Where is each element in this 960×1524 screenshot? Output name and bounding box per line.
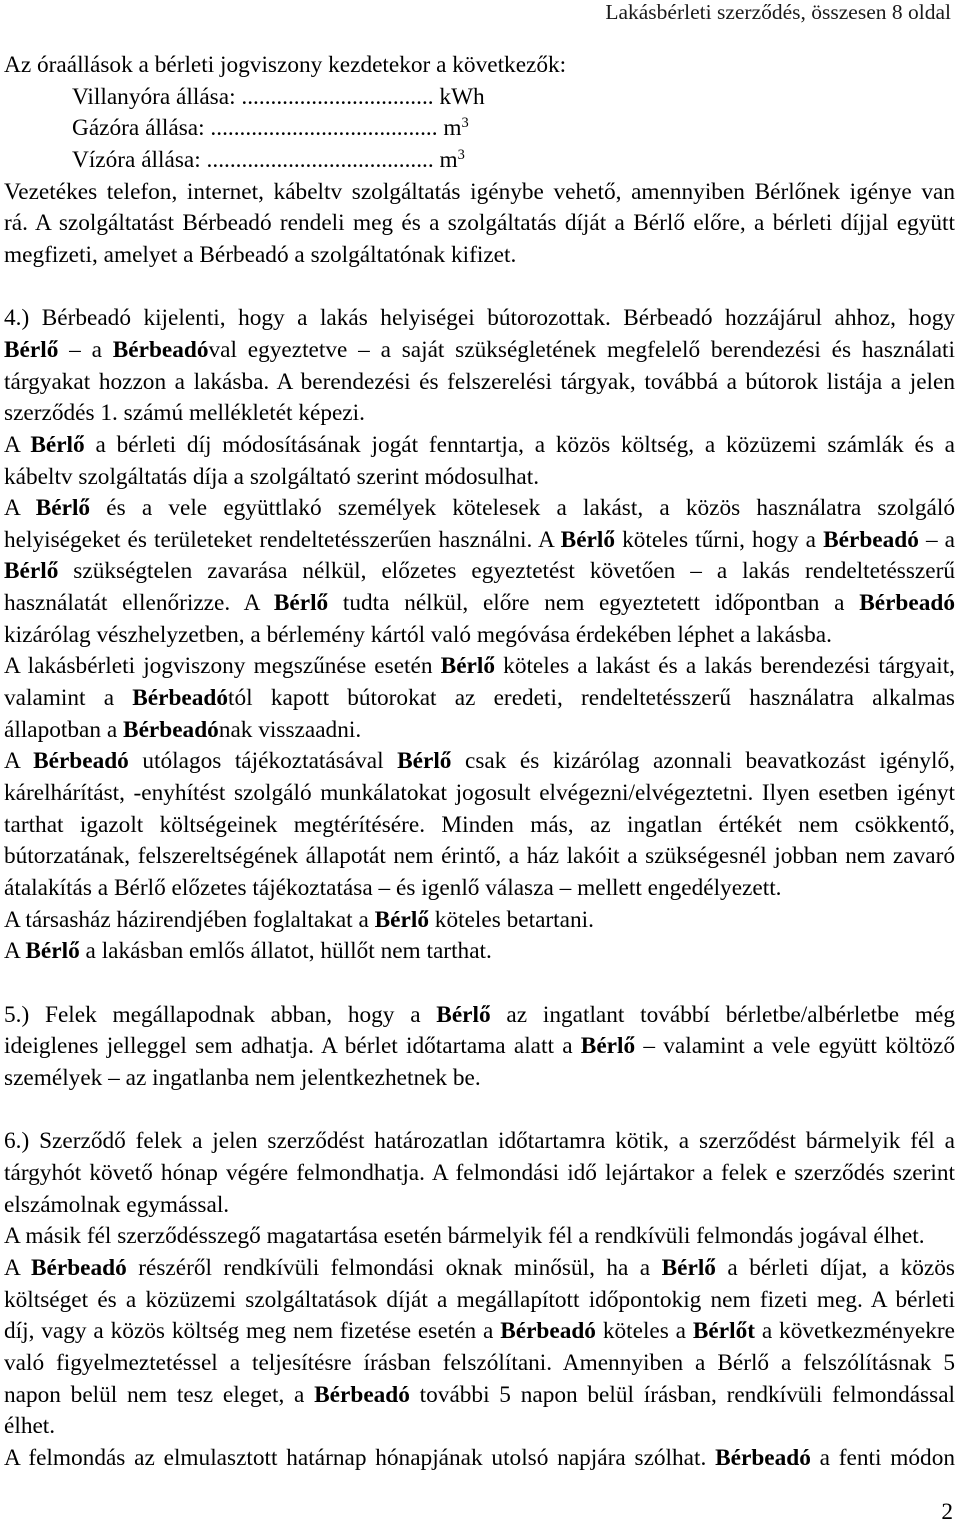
text-run: költséget és a közüzemi szolgáltatások díját a megállapított időpontokig nem fizeti meg. A bérleti: [4, 1286, 955, 1313]
text-line: [4, 1158, 955, 1190]
text-run: a lakásban emlős állatot, hüllőt nem tarthat.: [79, 938, 492, 965]
text-run: csak és kizárólag azonnali beavatkozást igénylő,: [451, 748, 955, 775]
text-run: élhet.: [4, 1413, 56, 1440]
text-run: köteles a: [595, 1318, 693, 1345]
text-line: [4, 493, 955, 525]
running-header: Lakásbérleti szerződés, összesen 8 oldal: [605, 0, 951, 24]
text-run: a következményekre: [755, 1318, 955, 1345]
bold-term: Bérbeadó: [823, 526, 919, 553]
bold-term: Bérbeadó: [859, 590, 955, 617]
paragraph: [4, 746, 955, 904]
text-line: [4, 1285, 955, 1317]
text-run: – valamint a vele együtt költöző: [635, 1033, 955, 1060]
bold-term: Bérlő: [560, 526, 615, 553]
meter-blank: .......................................: [206, 146, 434, 173]
bold-term: Bérlő: [30, 431, 85, 458]
text-line: [4, 398, 955, 430]
paragraph: [4, 651, 955, 746]
clause-section: [4, 303, 955, 968]
text-run: nak visszaadni.: [218, 716, 362, 743]
bold-term: Bérbeadó: [500, 1318, 596, 1345]
paragraph: [4, 1443, 955, 1475]
text-line: [4, 588, 955, 620]
bold-term: Bérbeadó: [112, 336, 209, 363]
text-run: köteles betartani.: [428, 906, 594, 933]
bold-term: Bérbeadó: [132, 685, 229, 712]
text-line: [4, 303, 955, 335]
meter-blank: .................................: [241, 83, 434, 110]
text-run: A: [4, 748, 34, 775]
text-run: állapotban a: [4, 716, 124, 743]
text-line: [4, 810, 955, 842]
text-run: A felmondás az elmulasztott határnap hónapjának utolsó napjára szólhat.: [4, 1444, 716, 1471]
text-run: A: [4, 495, 36, 522]
text-run: tól kapott bútorokat az eredeti, rendeltetésszerű használatra alkalmas: [228, 685, 955, 712]
text-run: A: [4, 1254, 31, 1281]
bold-term: Bérlő: [4, 558, 59, 585]
text-run: Vezetékes telefon, internet, kábeltv szolgáltatás igénybe vehető, amennyiben Bérlőnek igénye van: [4, 178, 955, 205]
bold-term: Bérbeadó: [123, 716, 219, 743]
paragraph: [4, 905, 955, 937]
meter-unit-exponent: 3: [461, 115, 469, 132]
text-run: bútorzatának, felszereltségének állapotát nem érintő, a ház lakóit a szükségesnél jobban nem zavaró: [4, 843, 955, 870]
text-line: [4, 778, 955, 810]
meter-label: Villanyóra állása:: [72, 83, 236, 110]
text-line: [4, 1190, 955, 1222]
text-line: [4, 208, 955, 240]
meter-unit: m: [443, 115, 462, 142]
clauses: [4, 303, 955, 1474]
text-run: a bérleti díjat, a közös: [715, 1254, 955, 1281]
text-line: [4, 1443, 955, 1475]
text-run: val egyeztetve – a saját szükségletének megfelelő berendezési és használati: [208, 336, 956, 363]
text-line: [4, 177, 955, 209]
document-body: [4, 50, 955, 1474]
meter-row-electricity: [4, 82, 955, 114]
meter-unit-exponent: 3: [457, 147, 465, 164]
paragraph: [4, 1253, 955, 1443]
text-line: [4, 367, 955, 399]
bold-term: Bérlő: [273, 590, 329, 617]
bold-term: Bérlő: [4, 336, 59, 363]
bold-term: Bérlő: [436, 1001, 491, 1028]
text-line: [4, 430, 955, 462]
text-run: kárelhárítást, -enyhítést szolgáló munkálatokat jogosult elvégezni/elvégeztetni. Ilyen esetben igényt: [4, 780, 955, 807]
text-run: 6.) Szerződő felek a jelen szerződést határozatlan időtartamra kötik, a szerződést bármelyik fél a: [4, 1128, 955, 1155]
text-run: tárgyhót követő hónap végére felmondhatja. A felmondási idő lejártakor a felek e szerződés szerint: [4, 1159, 955, 1186]
bold-term: Bérlő: [661, 1254, 716, 1281]
text-run: az ingatlant továbbí bérletbe/albérletbe még: [490, 1001, 955, 1028]
text-line: [4, 1380, 955, 1412]
text-run: használatát ellenőrizze. A: [4, 590, 274, 617]
text-line: [4, 1253, 955, 1285]
meter-blank: .......................................: [210, 115, 438, 142]
text-run: tudta nélkül, előre nem egyeztetett időpontban a: [328, 590, 860, 617]
text-run: 5.) Felek megállapodnak abban, hogy a: [4, 1001, 437, 1028]
text-run: szükségtelen zavarása nélkül, előzetes egyeztetést követően – a lakás rendeltetésszerű: [58, 558, 955, 585]
text-line: [4, 715, 955, 747]
text-run: a fenti módon: [810, 1444, 955, 1471]
text-run: a bérleti díj módosításának jogát fenntartja, a közös költség, a közüzemi számlák és a: [84, 431, 955, 458]
text-run: köteles a lakást és a lakás berendezési tárgyait,: [495, 653, 955, 680]
bold-term: Bérbeadó: [314, 1381, 410, 1408]
bold-term: Bérlőt: [692, 1318, 755, 1345]
text-run: való figyelmeztetéssel a teljesítésre írásban felszólítani. Amennyiben a Bérlő a felszólításnak 5: [4, 1349, 955, 1376]
paragraph: [4, 430, 955, 493]
meter-unit: kWh: [439, 83, 485, 110]
text-line: [4, 1411, 955, 1443]
bold-term: Bérlő: [440, 653, 496, 680]
text-line: [4, 746, 955, 778]
text-line: [4, 1316, 955, 1348]
text-run: utólagos tájékoztatásával: [128, 748, 398, 775]
clause-section: [4, 1126, 955, 1474]
text-line: [4, 1000, 955, 1032]
bold-term: Bérlő: [580, 1033, 636, 1060]
paragraph: [4, 1000, 955, 1095]
text-run: kizárólag vészhelyzetben, a bérlemény kártól való megóvása érdekében léphet a lakásba.: [4, 621, 832, 648]
bold-term: Bérlő: [374, 906, 429, 933]
text-run: rá. A szolgáltatást Bérbeadó rendeli meg és a szolgáltatás díját a Bérlő előre, a bérleti díjjal együtt: [4, 210, 955, 237]
text-run: – a: [918, 526, 955, 553]
text-line: [4, 1221, 955, 1253]
text-run: tárgyakat hozzon a lakásba. A berendezési és felszerelési tárgyak, továbbá a bútorok listája a jelen: [4, 368, 955, 395]
text-line: [4, 1126, 955, 1158]
text-run: A társasház házirendjében foglaltakat a: [4, 906, 375, 933]
text-run: elszámolnak egymással.: [4, 1191, 230, 1218]
page-number: 2: [941, 1499, 953, 1524]
text-run: A: [4, 431, 31, 458]
bold-term: Bérlő: [397, 748, 452, 775]
bold-term: Bérlő: [35, 495, 91, 522]
text-run: kábeltv szolgáltatás díja a szolgáltató szerint módosulhat.: [4, 463, 540, 490]
text-run: valamint a: [4, 685, 133, 712]
text-run: szerződés 1. számú mellékletét képezi.: [4, 400, 365, 427]
text-run: megfizeti, amelyet a Bérbeadó a szolgáltatónak kifizet.: [4, 241, 517, 268]
text-line: [4, 335, 955, 367]
text-run: tarthat igazolt költségeinek megtérítésére. Minden más, az ingatlan értékét nem csökkentő,: [4, 811, 955, 838]
meter-readings-block: [4, 50, 955, 272]
text-line: [4, 841, 955, 873]
text-run: további 5 napon belül írásban, rendkívüli felmondással: [409, 1381, 956, 1408]
meter-label: Gázóra állása:: [72, 115, 205, 142]
text-line: [4, 525, 955, 557]
text-line: [4, 873, 955, 905]
text-line: [4, 683, 955, 715]
text-run: – a: [58, 336, 113, 363]
text-line: [4, 651, 955, 683]
utilities-paragraph: [4, 177, 955, 272]
paragraph: [4, 1126, 955, 1221]
bold-term: Bérbeadó: [715, 1444, 811, 1471]
clause-section: [4, 1000, 955, 1095]
paragraph: [4, 303, 955, 430]
text-line: [4, 1031, 955, 1063]
paragraph: [4, 493, 955, 651]
text-line: [4, 936, 955, 968]
meter-label: Vízóra állása:: [72, 146, 201, 173]
text-line: [4, 462, 955, 494]
text-run: részéről rendkívüli felmondási oknak minősül, ha a: [126, 1254, 662, 1281]
bold-term: Bérbeadó: [31, 1254, 127, 1281]
bold-term: Bérlő: [25, 938, 80, 965]
text-run: személyek – az ingatlanba nem jelentkezhetnek be.: [4, 1064, 481, 1091]
text-run: átalakítás a Bérlő előzetes tájékoztatása – és igenlő válasza – mellett engedélyezett.: [4, 875, 782, 902]
text-run: ideiglenes jelleggel sem adhatja. A bérlet időtartama alatt a: [4, 1033, 581, 1060]
text-run: és a vele együttlakó személyek kötelesek a lakást, a közös használatra szolgáló: [90, 495, 955, 522]
text-line: [4, 1063, 955, 1095]
text-line: [4, 905, 955, 937]
readings-intro: Az óraállások a bérleti jogviszony kezdetekor a következők:: [4, 52, 567, 78]
meter-row-gas: [4, 113, 955, 145]
text-line: [4, 1348, 955, 1380]
paragraph: [4, 936, 955, 968]
text-run: helyiségeket és területeket rendeltetésszerűen használni. A: [4, 526, 561, 553]
meter-row-water: [4, 145, 955, 177]
paragraph: [4, 1221, 955, 1253]
meter-unit: m: [439, 146, 458, 173]
text-line: [4, 620, 955, 652]
text-run: A lakásbérleti jogviszony megszűnése esetén: [4, 653, 441, 680]
text-run: A: [4, 938, 26, 965]
text-run: díj, vagy a közös költség meg nem fizetése esetén a: [4, 1318, 501, 1345]
text-line: [4, 556, 955, 588]
bold-term: Bérbeadó: [33, 748, 129, 775]
text-run: napon belül nem tesz eleget, a: [4, 1381, 315, 1408]
text-run: 4.) Bérbeadó kijelenti, hogy a lakás helyiségei bútorozottak. Bérbeadó hozzájárul ahhoz, hogy: [4, 305, 955, 332]
text-line: [4, 240, 955, 272]
text-run: köteles tűrni, hogy a: [615, 526, 824, 553]
text-run: A másik fél szerződésszegő magatartása esetén bármelyik fél a rendkívüli felmondás jogával élhet.: [4, 1223, 925, 1250]
